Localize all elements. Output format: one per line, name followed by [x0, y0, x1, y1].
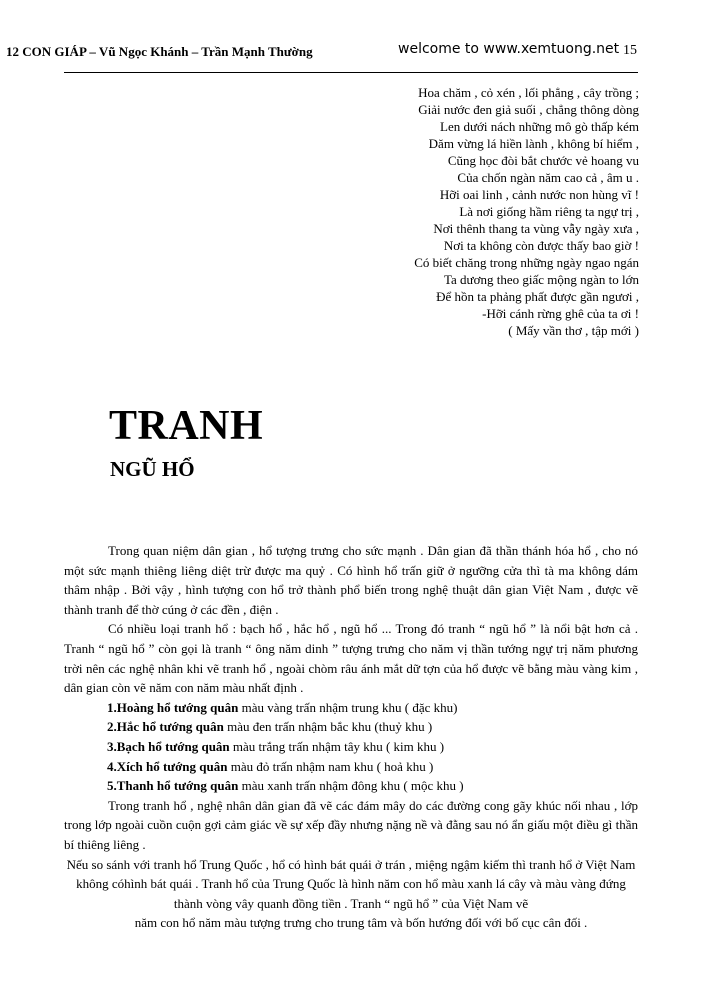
tiger-description: màu xanh trấn nhậm đông khu ( mộc khu ) — [238, 778, 464, 794]
tiger-name: 2.Hắc hổ tướng quân — [107, 719, 224, 735]
tiger-name: 5.Thanh hổ tướng quân — [107, 778, 239, 794]
poem-source: ( Mấy vần thơ , tập mới ) — [508, 323, 639, 338]
page-number: 15 — [623, 43, 637, 58]
poem-line: Nơi thênh thang ta vùng vẫy ngày xưa , — [433, 221, 639, 236]
tiger-description: màu đỏ trấn nhậm nam khu ( hoả khu ) — [227, 758, 434, 774]
poem-line: Là nơi giống hầm riêng ta ngự trị , — [459, 204, 639, 219]
book-title-header: 12 CON GIÁP – Vũ Ngọc Khánh – Trần Mạnh Thường — [6, 44, 313, 59]
tiger-list-item — [64, 757, 638, 777]
paragraph: Trong tranh hổ , nghệ nhân dân gian đã vẽ các đám mây do các đường cong gãy khúc nối nhau , lớp trong lớp ngoài cuồn cuộn gợi cảm giác về sự xếp đầy nhưng nặng nề và đằng sau nó ẩn giấu một điều gì thần bí thiêng liêng . — [64, 797, 638, 852]
poem-line: Giải nước đen giả suối , chẳng thông dòng — [418, 102, 639, 117]
header-divider — [64, 72, 638, 73]
poem-line: -Hỡi cánh rừng ghê của ta ơi ! — [482, 306, 639, 321]
poem-line: Cũng học đòi bắt chước vẻ hoang vu — [447, 153, 639, 168]
paragraph: Trong quan niệm dân gian , hổ tượng trưng cho sức mạnh . Dân gian đã thần thánh hóa hổ , cho nó một sức mạnh thiêng liêng diệt trừ được ma quỷ . Có hình hổ trấn giữ ở ngưỡng cửa thì tà ma không dám thâm nhập . Bởi vậy , hình tượng con hổ trở thành phổ biến trong nghệ thuật dân gian Việt Nam , được vẽ thành tranh để thờ cúng ở các đền , điện . — [64, 543, 638, 617]
poem-line: Ta dương theo giấc mộng ngàn to lớn — [444, 272, 639, 287]
paragraph: Nếu so sánh với tranh hổ Trung Quốc , hổ có hình bát quái ở trán , miệng ngậm kiếm thì tranh hổ ở Việt Nam không cóhình bát quái . Tranh hổ của Trung Quốc là hình năm con hổ màu xanh lá cây và màu vàng đứng thành vòng vây quanh đồng tiền . Tranh “ ngũ hổ ” của Việt Nam vẽ — [66, 856, 636, 911]
tiger-list-item — [64, 776, 638, 796]
tiger-description: màu đen trấn nhậm bắc khu (thuỷ khu ) — [223, 719, 433, 735]
tiger-description: màu vàng trấn nhậm trung khu ( đặc khu) — [238, 699, 458, 715]
poem-line: Của chốn ngàn năm cao cả , âm u . — [457, 170, 639, 185]
poem-line: Nơi ta không còn được thấy bao giờ ! — [443, 238, 639, 253]
tiger-list-item — [64, 737, 638, 757]
poem-line: Len dưới nách những mô gò thấp kém — [440, 119, 639, 134]
tiger-name: 4.Xích hổ tướng quân — [107, 758, 228, 774]
tiger-name: 3.Bạch hổ tướng quân — [107, 738, 230, 754]
section-subtitle: NGŨ HỔ — [110, 457, 195, 481]
tiger-description: màu trắng trấn nhậm tây khu ( kim khu ) — [229, 738, 445, 754]
tiger-list-item — [64, 717, 638, 737]
poem-line: Để hồn ta phảng phất được gần ngươi , — [436, 289, 639, 304]
poem-line: Hoa chăm , cỏ xén , lối phẳng , cây trồng ; — [418, 85, 639, 100]
tiger-name: 1.Hoàng hổ tướng quân — [107, 699, 239, 715]
paragraph: Có nhiều loại tranh hổ : bạch hổ , hắc hổ , ngũ hổ ... Trong đó tranh “ ngũ hổ ” là nổi bật hơn cả . Tranh “ ngũ hổ ” còn gọi là tranh “ ông năm dinh ” tượng trưng cho năm vị thần tướng ngự trị năm phương trời nên các nghệ nhân khi vẽ tranh hổ , ngoài chòm râu ánh mắt dữ tợn của hổ được vẽ bằng màu vàng kim , dân gian còn vẽ năm con năm màu nhất định . — [64, 621, 638, 696]
poem-line: Có biết chăng trong những ngày ngao ngán — [414, 255, 639, 270]
article-body — [64, 541, 638, 933]
tiger-list-item — [64, 698, 638, 718]
website-link[interactable]: welcome to www.xemtuong.net — [398, 41, 620, 57]
paragraph-last-line: năm con hổ năm màu tượng trưng cho trung tâm và bốn hướng đối với bố cục cân đối . — [134, 915, 588, 931]
poem-line: Hỡi oai linh , cảnh nước non hùng vĩ ! — [439, 187, 639, 202]
poem-block — [414, 84, 639, 339]
poem-line: Dăm vừng lá hiền lành , không bí hiểm , — [428, 136, 639, 151]
section-title: TRANH — [109, 403, 264, 449]
